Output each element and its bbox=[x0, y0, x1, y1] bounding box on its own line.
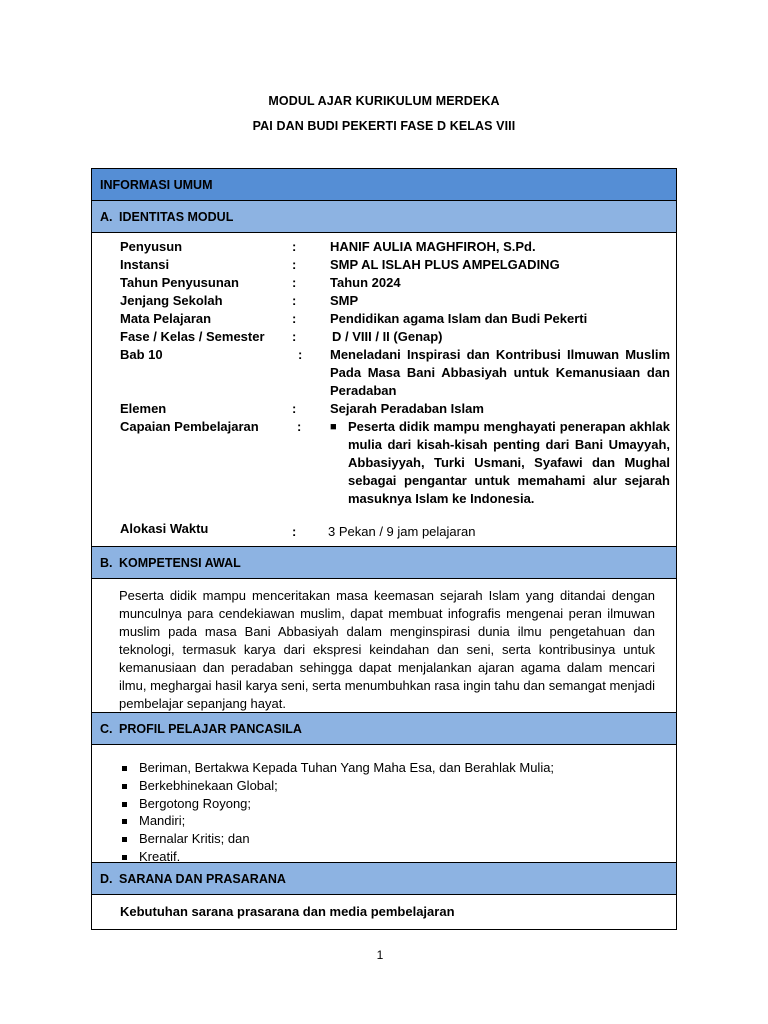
bullet-square-icon: ■ bbox=[330, 421, 337, 433]
section-header-kompetensi-awal bbox=[92, 547, 676, 579]
identity-value: Meneladani Inspirasi dan Kontribusi Ilmuwan Muslim Pada Masa Bani Abbasiyah untuk Kemanusiaan dan Peradaban bbox=[330, 347, 670, 398]
identity-key: Capaian Pembelajaran bbox=[120, 419, 259, 434]
list-item: Beriman, Bertakwa Kepada Tuhan Yang Maha Esa, dan Berahlak Mulia; bbox=[119, 759, 554, 777]
identity-key: Alokasi Waktu bbox=[120, 521, 209, 536]
identity-value: SMP bbox=[330, 293, 359, 308]
identity-key: Fase / Kelas / Semester bbox=[120, 329, 265, 344]
identity-value: D / VIII / II (Genap) bbox=[332, 329, 443, 344]
sarana-subtitle: Kebutuhan sarana prasarana dan media pembelajaran bbox=[120, 904, 455, 919]
identity-key: Mata Pelajaran bbox=[120, 311, 212, 326]
document-title: MODUL AJAR KURIKULUM MERDEKA bbox=[268, 94, 500, 108]
section-label: IDENTITAS MODUL bbox=[119, 210, 234, 224]
list-item: Bergotong Royong; bbox=[119, 795, 554, 813]
bullet-square-icon bbox=[122, 802, 127, 807]
list-item: Bernalar Kritis; dan bbox=[119, 830, 554, 848]
identity-colon: : bbox=[292, 329, 297, 344]
bullet-square-icon bbox=[122, 855, 127, 860]
identity-colon: : bbox=[292, 401, 297, 416]
section-header-sarana bbox=[92, 863, 676, 895]
identity-value: SMP AL ISLAH PLUS AMPELGADING bbox=[330, 257, 560, 272]
section-letter: D. bbox=[100, 872, 113, 886]
identity-value: Tahun 2024 bbox=[330, 275, 401, 290]
bullet-square-icon bbox=[122, 766, 127, 771]
bullet-square-icon bbox=[122, 819, 127, 824]
section-label: PROFIL PELAJAR PANCASILA bbox=[119, 722, 302, 736]
section-letter: A. bbox=[100, 210, 113, 224]
kompetensi-content bbox=[92, 579, 676, 713]
section-header-profil-pelajar bbox=[92, 713, 676, 745]
identity-value: 3 Pekan / 9 jam pelajaran bbox=[328, 524, 476, 539]
identity-key: Jenjang Sekolah bbox=[120, 293, 223, 308]
identity-colon: : bbox=[297, 419, 302, 434]
identity-key: Tahun Penyusunan bbox=[120, 275, 239, 290]
capaian-bullet bbox=[330, 418, 670, 508]
identity-colon: : bbox=[292, 257, 297, 272]
identity-colon: : bbox=[292, 293, 297, 308]
profil-content bbox=[92, 745, 676, 863]
identity-colon: : bbox=[292, 275, 297, 290]
identity-key: Elemen bbox=[120, 401, 167, 416]
section-letter: B. bbox=[100, 556, 113, 570]
identity-colon: : bbox=[292, 239, 297, 254]
identity-value: Sejarah Peradaban Islam bbox=[330, 401, 484, 416]
list-item: Kreatif. bbox=[119, 848, 554, 866]
section-label: KOMPETENSI AWAL bbox=[119, 556, 241, 570]
list-item: Mandiri; bbox=[119, 812, 554, 830]
page-number: 1 bbox=[376, 948, 384, 962]
section-header-informasi-umum bbox=[92, 169, 676, 201]
list-item: Berkebhinekaan Global; bbox=[119, 777, 554, 795]
identity-value: HANIF AULIA MAGHFIROH, S.Pd. bbox=[330, 239, 536, 254]
module-table bbox=[91, 168, 677, 930]
identity-key: Bab 10 bbox=[120, 347, 163, 362]
identity-value: Peserta didik mampu menghayati penerapan akhlak mulia dari kisah-kisah penting dari Bani Umayyah, Abbasiyyah, Turki Usmani, Syafawi dan Mughal sebagai pengantar untuk memahami alur sejarah masuknya Islam ke Indonesia. bbox=[348, 419, 670, 506]
identity-colon: : bbox=[292, 311, 297, 326]
identity-key: Instansi bbox=[120, 257, 170, 272]
bullet-square-icon bbox=[122, 784, 127, 789]
section-label: SARANA DAN PRASARANA bbox=[119, 872, 286, 886]
section-header-identitas-modul bbox=[92, 201, 676, 233]
document-subtitle: PAI DAN BUDI PEKERTI FASE D KELAS VIII bbox=[252, 119, 516, 133]
kompetensi-paragraph: Peserta didik mampu menceritakan masa keemasan sejarah Islam yang ditandai dengan munculnya para cendekiawan muslim, dapat membuat infografis mengenai peran ilmuwan muslim pada masa Bani Abbasiyah dalam menginspirasi dunia ilmu pengetahuan dan teknologi, termasuk karya dari ekspresi keindahan dan seni, serta kontribusinya untuk kemanusiaan dan peradaban sehingga dapat menjalankan ajaran agama dalam mencari ilmu, meghargai hasil karya seni, serta menumbuhkan rasa ingin tahu dan semangat menjadi pembelajar sepanjang hayat. bbox=[119, 588, 655, 711]
identity-key: Penyusun bbox=[120, 239, 183, 254]
identity-colon: : bbox=[292, 524, 297, 539]
section-label: INFORMASI UMUM bbox=[100, 178, 213, 192]
bullet-square-icon bbox=[122, 837, 127, 842]
identity-value: Pendidikan agama Islam dan Budi Pekerti bbox=[330, 311, 588, 326]
section-letter: C. bbox=[100, 722, 113, 736]
identitas-content bbox=[92, 233, 676, 547]
sarana-content bbox=[92, 895, 676, 929]
identity-colon: : bbox=[298, 347, 303, 362]
profil-list bbox=[119, 759, 554, 866]
